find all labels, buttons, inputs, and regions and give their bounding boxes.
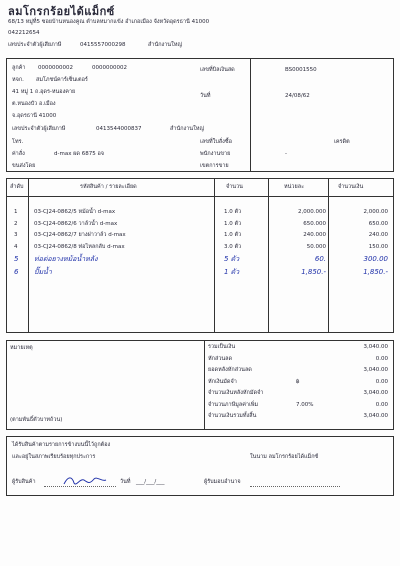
receiver-label: ผู้รับสินค้า <box>12 479 36 485</box>
summary-label: จำนวนเงินหลังหักมัดจำ <box>208 390 264 396</box>
company-phone: 042212654 <box>8 30 40 36</box>
row-amount: 240.00 <box>368 232 388 238</box>
row-amount: 2,000.00 <box>363 209 388 215</box>
customer-car-label: ค่าสั่ง <box>12 151 25 157</box>
receiver-signature <box>62 474 108 488</box>
row-desc: ท่อต่อยางหม้อน้ำหลัง <box>34 255 98 263</box>
col-header-amount: จำนวนเงิน <box>338 184 364 190</box>
col-header-price: หน่วยละ <box>284 184 305 190</box>
summary-value: 0.00 <box>375 401 388 408</box>
customer-name: สมโภชน์คาร์เซ็นเตอร์ <box>36 77 88 83</box>
customer-car: d-max ผด 6875 อจ <box>54 151 105 157</box>
row-price: 60. <box>314 255 326 263</box>
customer-address-2: ต.หนองบัว อ.เมือง <box>12 101 56 107</box>
receiver-date-label: วันที่ <box>120 479 131 485</box>
footer-line-2: และอยู่ในสภาพเรียบร้อยทุกประการ <box>12 454 96 460</box>
customer-address-1: 41 หมู่ 1 ถ.อุดร-หนองคาย <box>12 89 76 95</box>
summary-label: หักเงินมัดจำ <box>208 378 237 385</box>
row-desc: 03-CJ24-0862/6 วาล์วน้ำ d-max <box>34 220 118 227</box>
summary-label: หักส่วนลด <box>208 355 233 362</box>
summary-extra: 7.00% <box>296 401 314 408</box>
row-price: 2,000.000 <box>298 209 326 215</box>
company-tax-label: เลขประจำตัวผู้เสียภาษี <box>8 42 62 48</box>
row-amount: 650.00 <box>368 220 388 227</box>
customer-tax-label: เลขประจำตัวผู้เสียภาษี <box>12 126 66 132</box>
summary-value: 3,040.00 <box>363 413 388 419</box>
row-desc: 03-CJ24-0862/7 ยางฝาวาล์ว d-max <box>34 232 126 238</box>
row-qty: 1.0 ตัว <box>224 220 242 227</box>
row-amount: 300.00 <box>363 255 388 263</box>
summary-value: 3,040.00 <box>363 367 388 373</box>
col-header-qty: จำนวน <box>226 184 243 190</box>
row-amount: 150.00 <box>368 243 388 250</box>
summary-label: จำนวนเงินรวมทั้งสิ้น <box>208 413 257 419</box>
customer-name-label: หจก. <box>12 77 24 83</box>
row-no: 5 <box>14 255 19 263</box>
doc-no: BS0001550 <box>285 67 317 73</box>
summary-value: 3,040.00 <box>363 390 388 396</box>
summary-extra: ฿ <box>296 378 300 385</box>
col-header-desc: รหัสสินค้า / รายละเอียด <box>80 184 137 190</box>
customer-code-label: ลูกค้า <box>12 65 26 71</box>
customer-phone-label: โทร. <box>12 139 24 145</box>
summary-value: 0.00 <box>375 355 388 362</box>
doc-ref-label: เลขที่ใบสั่งซื้อ <box>200 139 232 145</box>
doc-seller-label: พนักงานขาย <box>200 151 231 157</box>
customer-tax-id: 0413544000837 <box>96 126 142 132</box>
row-desc: ปั๊มน้ำ <box>34 268 52 276</box>
customer-branch: สำนักงานใหญ่ <box>170 126 205 132</box>
summary-value: 0.00 <box>375 378 388 385</box>
row-qty: 1 ตัว <box>224 268 240 276</box>
amount-in-words: (ตามพันธิ์ตัวบาทถ้วน) <box>10 417 63 423</box>
row-amount: 1,850.- <box>363 268 388 276</box>
row-price: 1,850.- <box>301 268 326 276</box>
row-no: 3 <box>14 232 18 238</box>
summary-box <box>6 340 394 430</box>
row-no: 4 <box>14 243 18 250</box>
footer-line-1: ได้รับสินค้าตามรายการข้างบนนี้ไว้ถูกต้อง <box>12 442 111 448</box>
doc-due-label: เขตการขาย <box>200 163 229 169</box>
row-qty: 1.0 ตัว <box>224 209 242 215</box>
row-price: 50.000 <box>306 243 326 250</box>
summary-label: รวมเป็นเงิน <box>208 344 236 350</box>
doc-seller: - <box>285 151 287 157</box>
summary-value: 3,040.00 <box>363 344 388 350</box>
doc-no-label: เลขที่บิลเงินสด <box>200 67 235 73</box>
row-price: 650.000 <box>303 220 326 227</box>
company-address: 68/13 หมู่ที่5 ซอยบ้านหนองคูณ ตำบลหมากแข้ง อำเภอเมือง จังหวัดอุดรธานี 41000 <box>8 19 210 25</box>
receiver-date: ___/___/___ <box>136 479 165 485</box>
row-qty: 1.0 ตัว <box>224 232 242 238</box>
company-tax-id: 0415557000298 <box>80 42 126 48</box>
doc-credit-label: เครดิต <box>334 139 350 145</box>
customer-address-3: จ.อุดรธานี 41000 <box>12 113 57 119</box>
customer-ship-label: ขนส่งโดย <box>12 163 36 169</box>
row-qty: 5 ตัว <box>224 255 240 263</box>
summary-label: ยอดหลังหักส่วนลด <box>208 367 252 373</box>
customer-code-2: 0000000002 <box>92 65 127 71</box>
summary-label: จำนวนภาษีมูลค่าเพิ่ม <box>208 401 259 408</box>
row-no: 1 <box>14 209 18 215</box>
signer-label: ผู้รับมอบอำนาจ <box>204 479 241 485</box>
remark-label: หมายเหตุ <box>10 345 33 351</box>
row-qty: 3.0 ตัว <box>224 243 242 250</box>
row-no: 6 <box>14 268 19 276</box>
row-desc: 03-CJ24-0862/5 หม้อน้ำ d-max <box>34 209 116 215</box>
doc-date-label: วันที่ <box>200 93 211 99</box>
row-no: 2 <box>14 220 18 227</box>
row-price: 240.000 <box>303 232 326 238</box>
row-desc: 03-CJ24-0862/8 ท่อไหลกลับ d-max <box>34 243 125 250</box>
on-behalf: ในนาม ลมโกรกร้อยได้แม็กซ์ <box>250 454 319 460</box>
company-branch: สำนักงานใหญ่ <box>148 42 183 48</box>
customer-code: 0000000002 <box>38 65 73 71</box>
col-header-no: ลำดับ <box>10 184 24 190</box>
doc-date: 24/08/62 <box>285 93 310 99</box>
company-name: ลมโกรกร้อยได้แม็กซ์ <box>8 5 115 18</box>
